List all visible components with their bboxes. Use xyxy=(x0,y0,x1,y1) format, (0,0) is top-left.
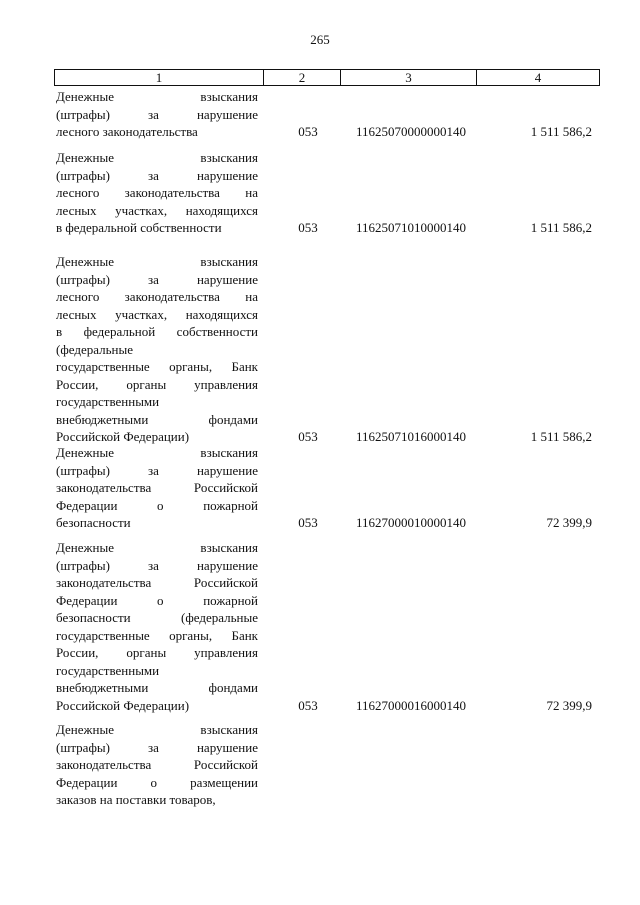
description-line: (федеральные xyxy=(56,341,133,357)
budget-code: 11627000016000140 xyxy=(355,697,467,713)
amount: 1 511 586,2 xyxy=(530,124,592,139)
description-line: Российской Федерации) xyxy=(56,429,190,444)
table-row xyxy=(56,88,600,141)
table-row xyxy=(56,539,600,714)
header-col-3: 3 xyxy=(340,69,476,86)
description-line: внебюджетными фондами xyxy=(56,680,258,695)
description-line: в федеральной собственности xyxy=(56,220,222,235)
description-line: Российской Федерации) xyxy=(56,697,190,713)
description-line: лесных участках, находящихся xyxy=(56,306,258,322)
description-line: Денежные взыскания xyxy=(56,722,258,737)
row-description xyxy=(56,721,258,809)
admin-code: 053 xyxy=(298,429,318,444)
description-line: (штрафы) за нарушение xyxy=(56,167,258,183)
table-row xyxy=(56,444,600,532)
admin-code: 053 xyxy=(298,220,318,235)
page-number: 265 xyxy=(310,32,330,47)
description-line: государственными xyxy=(56,394,160,409)
header-col-1: 1 xyxy=(54,69,263,86)
table-row xyxy=(56,721,600,809)
table-header xyxy=(54,69,600,86)
admin-code xyxy=(278,791,338,809)
table-row xyxy=(56,253,600,446)
amount xyxy=(482,791,592,809)
description-line: государственные органы, Банк xyxy=(56,359,258,374)
description-line: (штрафы) за нарушение xyxy=(56,106,258,122)
description-line: внебюджетными фондами xyxy=(56,411,258,427)
description-line: законодательства Российской xyxy=(56,480,258,495)
admin-code: 053 xyxy=(298,124,318,139)
description-line: (штрафы) за нарушение xyxy=(56,462,258,478)
description-line: Денежные взыскания xyxy=(56,254,258,269)
description-line: (штрафы) за нарушение xyxy=(56,557,258,573)
description-line: (штрафы) за нарушение xyxy=(56,271,258,287)
description-line: государственные органы, Банк xyxy=(56,627,258,643)
table-row xyxy=(56,149,600,237)
description-line: Денежные взыскания xyxy=(56,150,258,165)
description-line: законодательства Российской xyxy=(56,575,258,590)
amount: 1 511 586,2 xyxy=(530,429,592,444)
description-line: заказов на поставки товаров, xyxy=(56,792,216,807)
amount: 1 511 586,2 xyxy=(530,220,592,235)
row-description xyxy=(56,253,258,446)
header-col-2: 2 xyxy=(263,69,340,86)
description-line: безопасности xyxy=(56,515,131,530)
row-description xyxy=(56,444,258,532)
admin-code: 053 xyxy=(298,515,318,530)
description-line: Денежные взыскания xyxy=(56,445,258,460)
row-description xyxy=(56,149,258,237)
description-line: лесного законодательства на xyxy=(56,289,258,304)
row-description xyxy=(56,88,258,141)
description-line: Федерации о пожарной xyxy=(56,497,258,513)
budget-code: 11625070000000140 xyxy=(355,124,467,139)
description-line: России, органы управления xyxy=(56,376,258,392)
budget-code: 11627000010000140 xyxy=(355,515,467,530)
budget-code: 11625071010000140 xyxy=(355,220,467,235)
description-line: (штрафы) за нарушение xyxy=(56,739,258,755)
description-line: Федерации о размещении xyxy=(56,774,258,790)
amount: 72 399,9 xyxy=(546,515,592,530)
admin-code: 053 xyxy=(298,697,318,713)
row-description xyxy=(56,539,258,714)
description-line: государственными xyxy=(56,662,160,678)
description-line: лесных участках, находящихся xyxy=(56,202,258,218)
header-col-4: 4 xyxy=(476,69,600,86)
description-line: Денежные взыскания xyxy=(56,540,258,555)
description-line: безопасности (федеральные xyxy=(56,610,258,625)
amount: 72 399,9 xyxy=(546,697,592,713)
description-line: лесного законодательства xyxy=(56,124,198,139)
description-line: России, органы управления xyxy=(56,645,258,660)
description-line: Федерации о пожарной xyxy=(56,592,258,608)
description-line: законодательства Российской xyxy=(56,757,258,772)
description-line: в федеральной собственности xyxy=(56,324,258,339)
description-line: Денежные взыскания xyxy=(56,89,258,104)
budget-code: 11625071016000140 xyxy=(355,429,467,444)
description-line: лесного законодательства на xyxy=(56,185,258,200)
budget-code xyxy=(346,791,476,809)
